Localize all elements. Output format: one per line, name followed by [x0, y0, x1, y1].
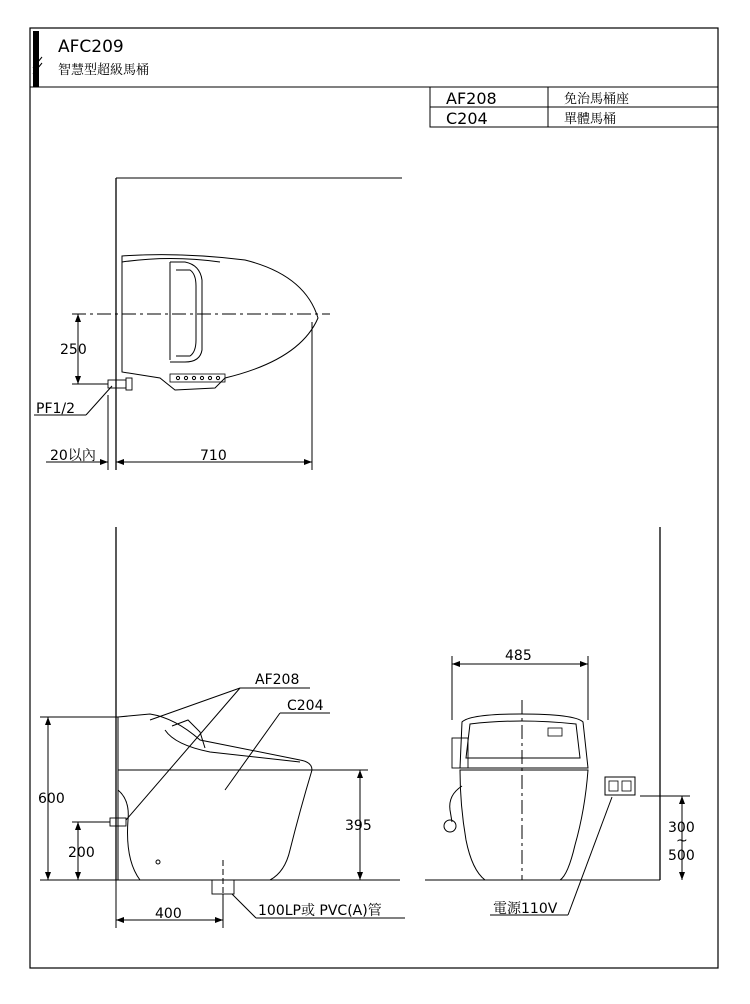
dim-300: 300 [668, 820, 695, 836]
side-seat [118, 714, 312, 770]
front-view [425, 527, 690, 915]
dim-tilde: ~ [676, 833, 688, 849]
model-number: AFC209 [58, 37, 124, 57]
dim-20: 20以內 [50, 448, 96, 464]
front-bowl [460, 770, 588, 880]
dim-710: 710 [200, 448, 227, 464]
top-view [34, 178, 402, 470]
title-block [30, 31, 718, 87]
dim-250: 250 [60, 342, 87, 358]
dim-200: 200 [68, 845, 95, 861]
part-name-1: 免治馬桶座 [564, 92, 630, 107]
label-c204: C204 [287, 698, 324, 714]
dim-395: 395 [345, 818, 372, 834]
part-code-1: AF208 [446, 89, 497, 108]
front-water-valve [444, 820, 456, 832]
top-seat-outline [122, 255, 318, 390]
dim-500: 500 [668, 848, 695, 864]
side-bowl [118, 770, 312, 880]
part-code-2: C204 [446, 109, 488, 128]
label-drain-pipe: 100LP或 PVC(A)管 [258, 903, 382, 919]
power-outlet [605, 777, 635, 795]
label-power: 電源110V [493, 901, 558, 917]
part-name-2: 單體馬桶 [564, 112, 617, 127]
parts-table [430, 87, 718, 128]
title-bar [33, 31, 39, 87]
label-af208: AF208 [255, 672, 300, 688]
product-name: 智慧型超級馬桶 [58, 63, 150, 78]
dim-485: 485 [505, 648, 532, 664]
side-view [40, 527, 405, 928]
label-pf12: PF1/2 [36, 401, 76, 417]
sheet-border [30, 28, 718, 968]
dim-600: 600 [38, 791, 65, 807]
dim-400: 400 [155, 906, 182, 922]
front-seat [460, 714, 588, 768]
